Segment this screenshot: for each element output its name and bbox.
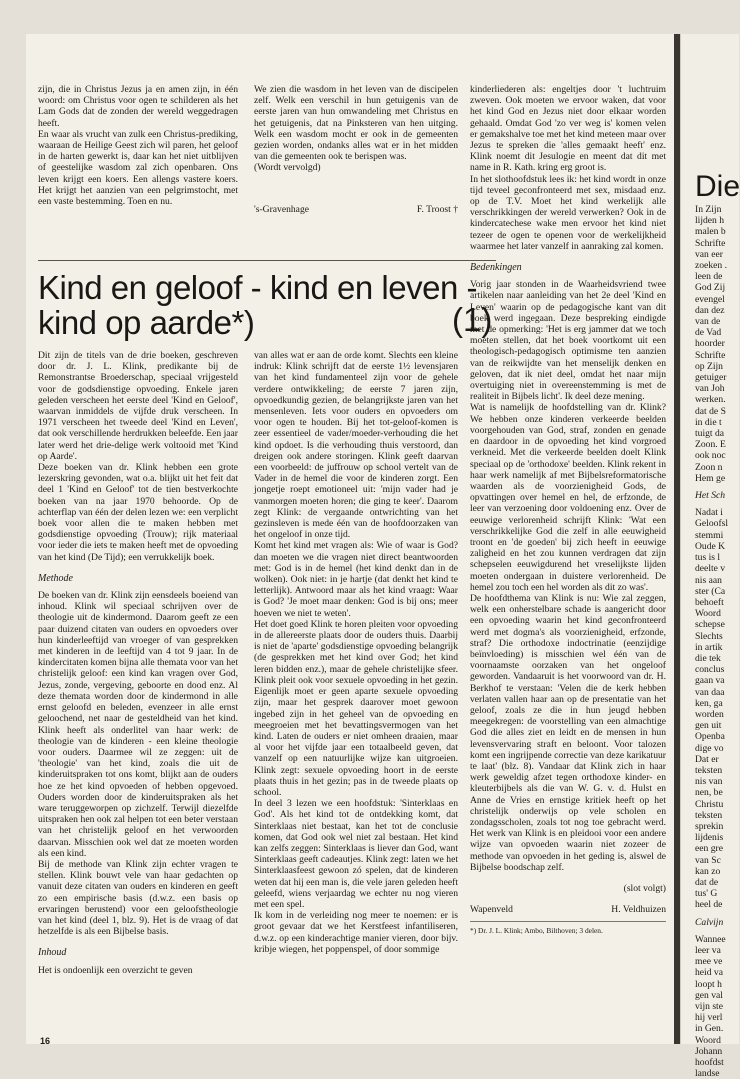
text-line: stemmi — [695, 529, 724, 541]
divider — [38, 260, 496, 261]
paragraph: De hoofdthema van Klink is nu: Wie zal zeggen, welk een onherstelbare schade is aangericht door een opvoeding waarin het kind geconfronteerd werd met dogma's als voorzienigheid, erfzonde, straf? Die orthodoxe indoctrinatie (eenzijdige beïnvloeding) is misschien wel één van de voornaamste oorzaken van het ongeloof geworden. Vandaaruit is het voorwoord van dr. H. Berkhof te verstaan: 'Velen die de kerk hebben verlaten vallen haar aan op de presentatie van het geloof, zoals ze die in hun jeugd hebben meegekregen: de voorstelling van een almachtige God die alles ziet en leidt en de mensen in hun levensvervaring straft en beloont. Voor talozen komt een ingrijpende correctie van deze karikatuur te laat' (blz. 8). Vandaar dat Klink zich in haar werk geweldig afzet tegen orthodoxe kinder- en kleuterbijbels als die van W. G. v. d. Hulst en Anne de Vries en ernstige kritiek heeft op het christelijk onderwijs op vele scholen en zondagsscholen, zoals tot nog toe gebracht werd. Het werk van Klink is en pleidooi voor een andere wijze van opvoeden waarin niet zozeer de methode van opvoeden in het geding is, alswel de Bijbelse boodschap zelf. — [470, 592, 666, 873]
paragraph: Wat is namelijk de hoofdstelling van dr. Klink? We hebben onze kinderen verkeerde beelden voorgehouden van God, straf, zonden en genade en daardoor in de opvoeding het kind vorgroed verkneid. Met die verkeerde beelden doelt Klink speciaal op de 'orthodoxe' beelden. Klink rekent in haar werk namelijk af met Bijbelsreformatorische waarden als de voorzienigheid Gods, de opvattingen over hemel en hel, de erfzonde, de leer van verzoening door voldoening enz. Over de eeuwige verlorenheid schrijft Klink: 'Wat een verschrikkelijke God die zelf in alle eeuwigheid troont en 'de goeden' bij zich heeft in eeuwige zaligheid en het zou kunnen verdragen dat zijn schepselen eeuwigdurend het vreselijkste lijden moeten ondergaan in duistere verlorenheid. De hemel zou toch een hel worden als dit zo was'. — [470, 402, 666, 593]
paragraph: In het slothoofdstuk lees ik: het kind wordt in onze tijd teveel geconfronteerd met sex, misdaad enz. op de T.V. Moet het kind werkelijk alle verschrikkingen der wereld verwerken? Ook in de kindercatechese wake men ervoor het kind niet tezeer de ogen te openen voor de werkelijkheid waarmee het later vanzelf in aanraking zal komen. — [470, 173, 666, 252]
paragraph: En waar als vrucht van zulk een Christus-prediking, waaraan de Heilige Geest zich wil paren, het geloof in de harten gewerkt is, daar kan het niet uitblijven of geestelijke wasdom zal zich openbaren. Ons leven krijgt een koers. Een allengs vastere koers. Het krijgt het aanzien van een pelgrimstocht, met een vaste bestemming. Toen en nu. — [38, 128, 238, 208]
text-line: Schrifte — [695, 349, 726, 361]
text-line: Openba — [695, 731, 725, 743]
text-line: dan dez — [695, 304, 725, 316]
text-line: gen val — [695, 989, 723, 1001]
text-line: vijn ste — [695, 1001, 723, 1013]
text-line: behoeft — [695, 596, 724, 608]
article-column-2 — [254, 350, 458, 955]
text-line: in die t — [695, 416, 722, 428]
text-line: worden — [695, 708, 724, 720]
text-line: schepse — [695, 619, 725, 631]
continued-note: (Wordt vervolgd) — [254, 162, 321, 174]
text-line: God Zij — [695, 282, 726, 294]
signature-author: H. Veldhuizen — [611, 904, 666, 916]
text-line: zoeken . — [695, 260, 727, 272]
text-line: Geloofsl — [695, 518, 729, 530]
article-part-number: (1) — [452, 301, 493, 338]
paragraph: Bij de methode van Klink zijn echter vragen te stellen. Klink bouwt vele van haar gedachten op vanuit deze citaten van ouders en kinderen en geeft zo een empirische basis (d.w.z. een basis op ervaringen berustend) voor een geloofstheologie van het kind (deel 1, blz. 9). Het is de vraag of dat hetzelfde is als een Bijbelse basis. — [38, 858, 238, 938]
text-line: deelte v — [695, 563, 726, 575]
text-line: een gre — [695, 843, 723, 855]
text-line: nis van — [695, 776, 723, 788]
text-line: mee ve — [695, 956, 723, 968]
article-title: Kind en geloof - kind en leven - kind op aarde*) — [38, 269, 477, 341]
text-line: malen b — [695, 226, 726, 238]
text-line: leer va — [695, 945, 721, 956]
text-line: in Gen. — [695, 1023, 724, 1035]
article-column-3 — [470, 84, 666, 937]
magazine-page — [26, 34, 674, 1044]
text-line: gaan va — [695, 675, 725, 687]
text-line: nis aan — [695, 574, 722, 586]
paragraph: Ik kom in de verleiding nog meer te noemen: er is groot gevaar dat we het Kerstfeest infantiliseren, d.w.z. op een kinderachtige manier vieren, door bijv. kribje wiegen, het poppenspel, of door sommige — [254, 910, 458, 955]
paragraph: Komt het kind met vragen als: Wie of waar is God? dan moeten we die vragen niet direct beantwoorden met: God is in de hemel (het kind denkt dan in de wolken). Ook niet: in je hartje (dat denkt het kind te letterlijk). Antwoord maar als het kind vraagt: Waar is God? 'Je moet maar denken: God is bij ons; meer hoeven we niet te weten'. — [254, 540, 458, 619]
text-line: van daa — [695, 686, 725, 698]
paragraph: kinderliederen als: engeltjes door 't luchtruim zweven. Ook moeten we ervoor waken, dat voor het kind God en Jezus niet door elkaar worden gehaald. Omdat God 'zo ver weg is' komen velen er gemakshalve toe met het kind meteen maar over Jezus te spreken die 'alles gemaakt heeft' enz. Klink noemt dit Jesulogie en meent dat dit met name in R. Kath. kring erg groot is. — [470, 84, 666, 174]
text-line: Johann — [695, 1045, 723, 1057]
text-line: tus is l — [695, 552, 721, 564]
text-line: evengel — [695, 293, 725, 305]
text-line: op Zijn — [695, 360, 723, 372]
text-line: in artik — [695, 641, 723, 653]
text-line: landse — [695, 1068, 720, 1079]
section-heading: Inhoud — [38, 947, 67, 959]
signature-author: F. Troost † — [416, 203, 458, 215]
text-line: Schrifte — [695, 237, 726, 249]
text-line: tus' G — [695, 888, 718, 900]
text-line: Woord — [695, 608, 721, 620]
text-line: gen uit — [695, 720, 722, 732]
text-line: Zoon. E — [695, 439, 726, 451]
footnote: *) Dr. J. L. Klink; Ambo, Bilthoven; 3 delen. — [470, 921, 666, 936]
text-line: In Zijn — [695, 204, 722, 215]
text-line: van Joh — [695, 383, 725, 395]
paragraph: Deze boeken van dr. Klink hebben een grote lezerskring gevonden, wat o.a. blijkt uit het feit dat deel 1 'Kind en Geloof' tot de tien bestverkochte boeken van na jaar 1970 behoorde. Op de achterflap van één der delen lezen we: een verplicht boek voor allen die te maken hebben met godsdienstige opvoeding (Trouw); rijk materiaal voor ieder die iets te maken heeft met de opvoeding van het kind (De Tijd); een verrukkelijk boek. — [38, 462, 238, 563]
paragraph: De boeken van dr. Klink zijn eensdeels boeiend van inhoud. Klink wil speciaal schrijven over de theologie uit de kindermond. Daarom geeft ze een paar duizend citaten van ouders en opvoeders over hun kinderleeftijd van vroeger of van gesprekken met kinderen in de leeftijd van 4 tot 9 jaar. In de kindercitaten komen bijna alle themata voor van het christelijk geloof: een kind kan vragen over God, Jezus, zonde, vergeving, geboorte en dood enz. Al deze themata worden door de kindermond in alle ernst geloofd en beleden, evenzeer in alle ernst geloochend, net naar de gesteldheid van het kind. Klink heeft als onderlitel van haar werk: de theologie van de kinderen - een kleine theologie voor ouders. Daarmee wil ze zeggen: uit de 'theologie' van het kind, zoals die uit de kinderuitspraken tot ons komt, blijkt aan de ouders hoe ze het kind opvoeden of hebben opgevoed. Ouders worden door de kinderuitspraken als het ware teruggeworpen op zichzelf. Terwijl diezelfde uitspraken hen ook zal helpen tot een beter verstaan van het christelijk geloof en het verwoorden daarvan. Misschien ook wel dat ze moeten worden als een kind. — [38, 590, 238, 859]
paragraph: zijn, die in Christus Jezus ja en amen zijn, in één woord: om Christus voor ogen te schilderen als het Lam Gods dat de zonden der wereld weggedragen heeft. — [38, 84, 238, 129]
text-line: Woord — [695, 1034, 721, 1046]
paragraph: Dit zijn de titels van de drie boeken, geschreven door dr. J. L. Klink, predikante bij de Remonstrantse Broederschap, speciaal vrijgesteld voor de godsdienstige opvoeding. Enkele jaren geleden verscheen het eerste deel 'Kind en Geloof', waarvan inmiddels de vijfde druk verscheen. In 1971 verscheen het tweede deel 'Kind en Leven', dat ook verschillende herdrukken beleefde. Een jaar later werd het drie-delige werk voltooid met 'Kind op Aarde'. — [38, 350, 238, 462]
text-line: tuigt da — [695, 428, 725, 440]
article-column-1 — [38, 350, 238, 976]
paragraph: Vorig jaar stonden in de Waarheidsvriend twee artikelen naar aanleiding van het 2e deel 'Kind en Leven' waarin op de pedagogische kant van dit boek werd ingegaan. Deze bespreking eindigde met de opmerking: 'Het is erg jammer dat we toch moeten stellen, dat het boek voortkomt uit een theologisch-pedagogisch optimisme ten aanzien van de reikwijdte van het menselijk denken en geloven, dat ik niet deel, omdat het naar mijn overtuiging niet in overeenstemming is met de realiteit in Bijbels licht'. Ik deel deze mening. — [470, 279, 666, 403]
text-line: ook noc — [695, 450, 726, 462]
top-middle-column — [254, 84, 458, 215]
text-line: dat de S — [695, 405, 726, 417]
text-line: sprekin — [695, 820, 724, 832]
paragraph: In deel 3 lezen we een hoofdstuk: 'Sinterklaas en God'. Als het kind tot de ontdekking komt, dat Sinterklaas niet bestaat, kan het tot de conclusie komen, dat God ook wel niet zal bestaan. Het kind kan zelfs zeggen: Sinterklaas is liever dan God, want Sinterklaas geeft cadeautjes. Klink zegt: laten we het Sinterklaasfeest gewoon zó spelen, dat de kinderen weten dat hij een man is, die vele jaren geleden heeft geleefd, wiens verjaardag we echter nu nog vieren met een spel. — [254, 798, 458, 910]
signature — [254, 204, 458, 215]
text-line: Wannee — [695, 933, 726, 945]
paragraph: Het doet goed Klink te horen pleiten voor opvoeding in de allereerste plaats door de ouders thuis. Daarbij is niet de 'aparte' godsdienstige opvoeding belangrijk (de gesprekken met het kind over God; het kind leren bidden enz.), maar de gehele christelijke sfeer. Klink pleit ook voor sexuele opvoeding in het gezin. Eigenlijk moet er geen aparte sexuele opvoeding zijn, maar het gesprek daarover moet gewoon ingebed zijn in het geheel van de opvoeding en meegroeien met het bevattingsvermogen van het kind. Laten de ouders er niet omheen draaien, maar al voor het vijfde jaar een totaalbeeld geven, dat vanzelf op een natuurlijke wijze kan uitgroeien. Klink zegt: sexuele opvoeding hoort in de eerste plaats thuis in het gezin; pas in de tweede plaats op school. — [254, 618, 458, 798]
text-line: Slechts — [695, 630, 723, 642]
section-heading: Calvijn — [695, 916, 724, 928]
section-heading: Bedenkingen — [470, 262, 522, 274]
next-page-text — [695, 204, 739, 1079]
paragraph: van alles wat er aan de orde komt. Slechts een kleine indruk: Klink schrijft dat de eerste 1½ levensjaren van het kind fundamenteel zijn voor de gehele verdere ontwikkeling; de eerste 7 jaren zijn, opvoedkundig gezien, de belangrijkste jaren van het mensenleven. Iets voor ouders en opvoeders om voor ogen te houden. Bij het tot-geloof-komen is zeer essentieel de vader/moeder-verhouding die het kind opdoet. Is die verhouding thuis verstoord, dan dreigen ook andere storingen. Klink geeft daarvan een voorbeeld: de juffrouw op school vertelt van de Vader in de hemel die voor de kinderen zorgt. Een jongetje roept emotioneel uit: 'mijn vader had je vanmorgen moeten horen; die ging te keer'. Daarom zegt Klink: de vergaande ontwrichting van het gezinsleven is mede één van de hoofdoorzaken van het ongeloof in onze tijd. — [254, 350, 458, 541]
text-line: ken, ga — [695, 697, 723, 709]
text-line: werken. — [695, 394, 726, 406]
text-line: dige vo — [695, 742, 724, 754]
text-line: de Vad — [695, 327, 722, 339]
text-line: Nadat i — [695, 507, 723, 519]
continued-note: (slot volgt) — [623, 883, 666, 895]
text-line: ster (Ca — [695, 585, 726, 597]
text-line: nen, be — [695, 787, 723, 799]
text-line: van Sc — [695, 854, 721, 866]
text-line: lijden h — [695, 215, 725, 227]
text-line: van de — [695, 316, 721, 328]
text-line: Oude K — [695, 540, 726, 552]
section-heading: Methode — [38, 572, 73, 584]
next-page-edge — [680, 34, 740, 1079]
text-line: die tek — [695, 652, 721, 664]
text-line: van eer — [695, 248, 723, 260]
paragraph: We zien die wasdom in het leven van de discipelen zelf. Welk een verschil in hun getuigenis van de eerste jaren van hun omwandeling met Christus en het getuigenis, dat na Pinksteren van hen uitging. Welk een wasdom mocht er ook in de gemeenten gezien worden, ondanks alles wat er in het midden van die gemeenten ook te berispen was. — [254, 84, 458, 163]
text-line: Zoon n — [695, 461, 723, 473]
signature — [470, 904, 666, 915]
top-left-column — [38, 84, 238, 207]
signature-place: 's-Gravenhage — [254, 203, 310, 215]
text-line: teksten — [695, 764, 723, 776]
text-line: Dat er — [695, 753, 719, 765]
next-page-title: Die — [695, 170, 740, 203]
paragraph: Het is ondoenlijk een overzicht te geven — [38, 964, 193, 976]
text-line: getuiger — [695, 372, 727, 384]
text-line: heel de — [695, 899, 723, 911]
text-line: dat de — [695, 876, 719, 888]
page-number: 16 — [40, 1036, 51, 1046]
section-heading: Het Sch — [695, 490, 726, 502]
text-line: hoorder — [695, 338, 725, 350]
text-line: conclus — [695, 664, 725, 676]
text-line: hij verl — [695, 1012, 723, 1024]
text-line: heid va — [695, 967, 723, 979]
text-line: Christu — [695, 798, 724, 810]
text-line: lijdenis — [695, 832, 724, 844]
text-line: Hem ge — [695, 472, 726, 484]
text-line: teksten — [695, 809, 723, 821]
signature-place: Wapenveld — [470, 904, 513, 916]
text-line: hoofdst — [695, 1057, 724, 1069]
text-line: kan zo — [695, 865, 721, 877]
text-line: leen de — [695, 271, 723, 283]
text-line: loopt h — [695, 978, 722, 990]
